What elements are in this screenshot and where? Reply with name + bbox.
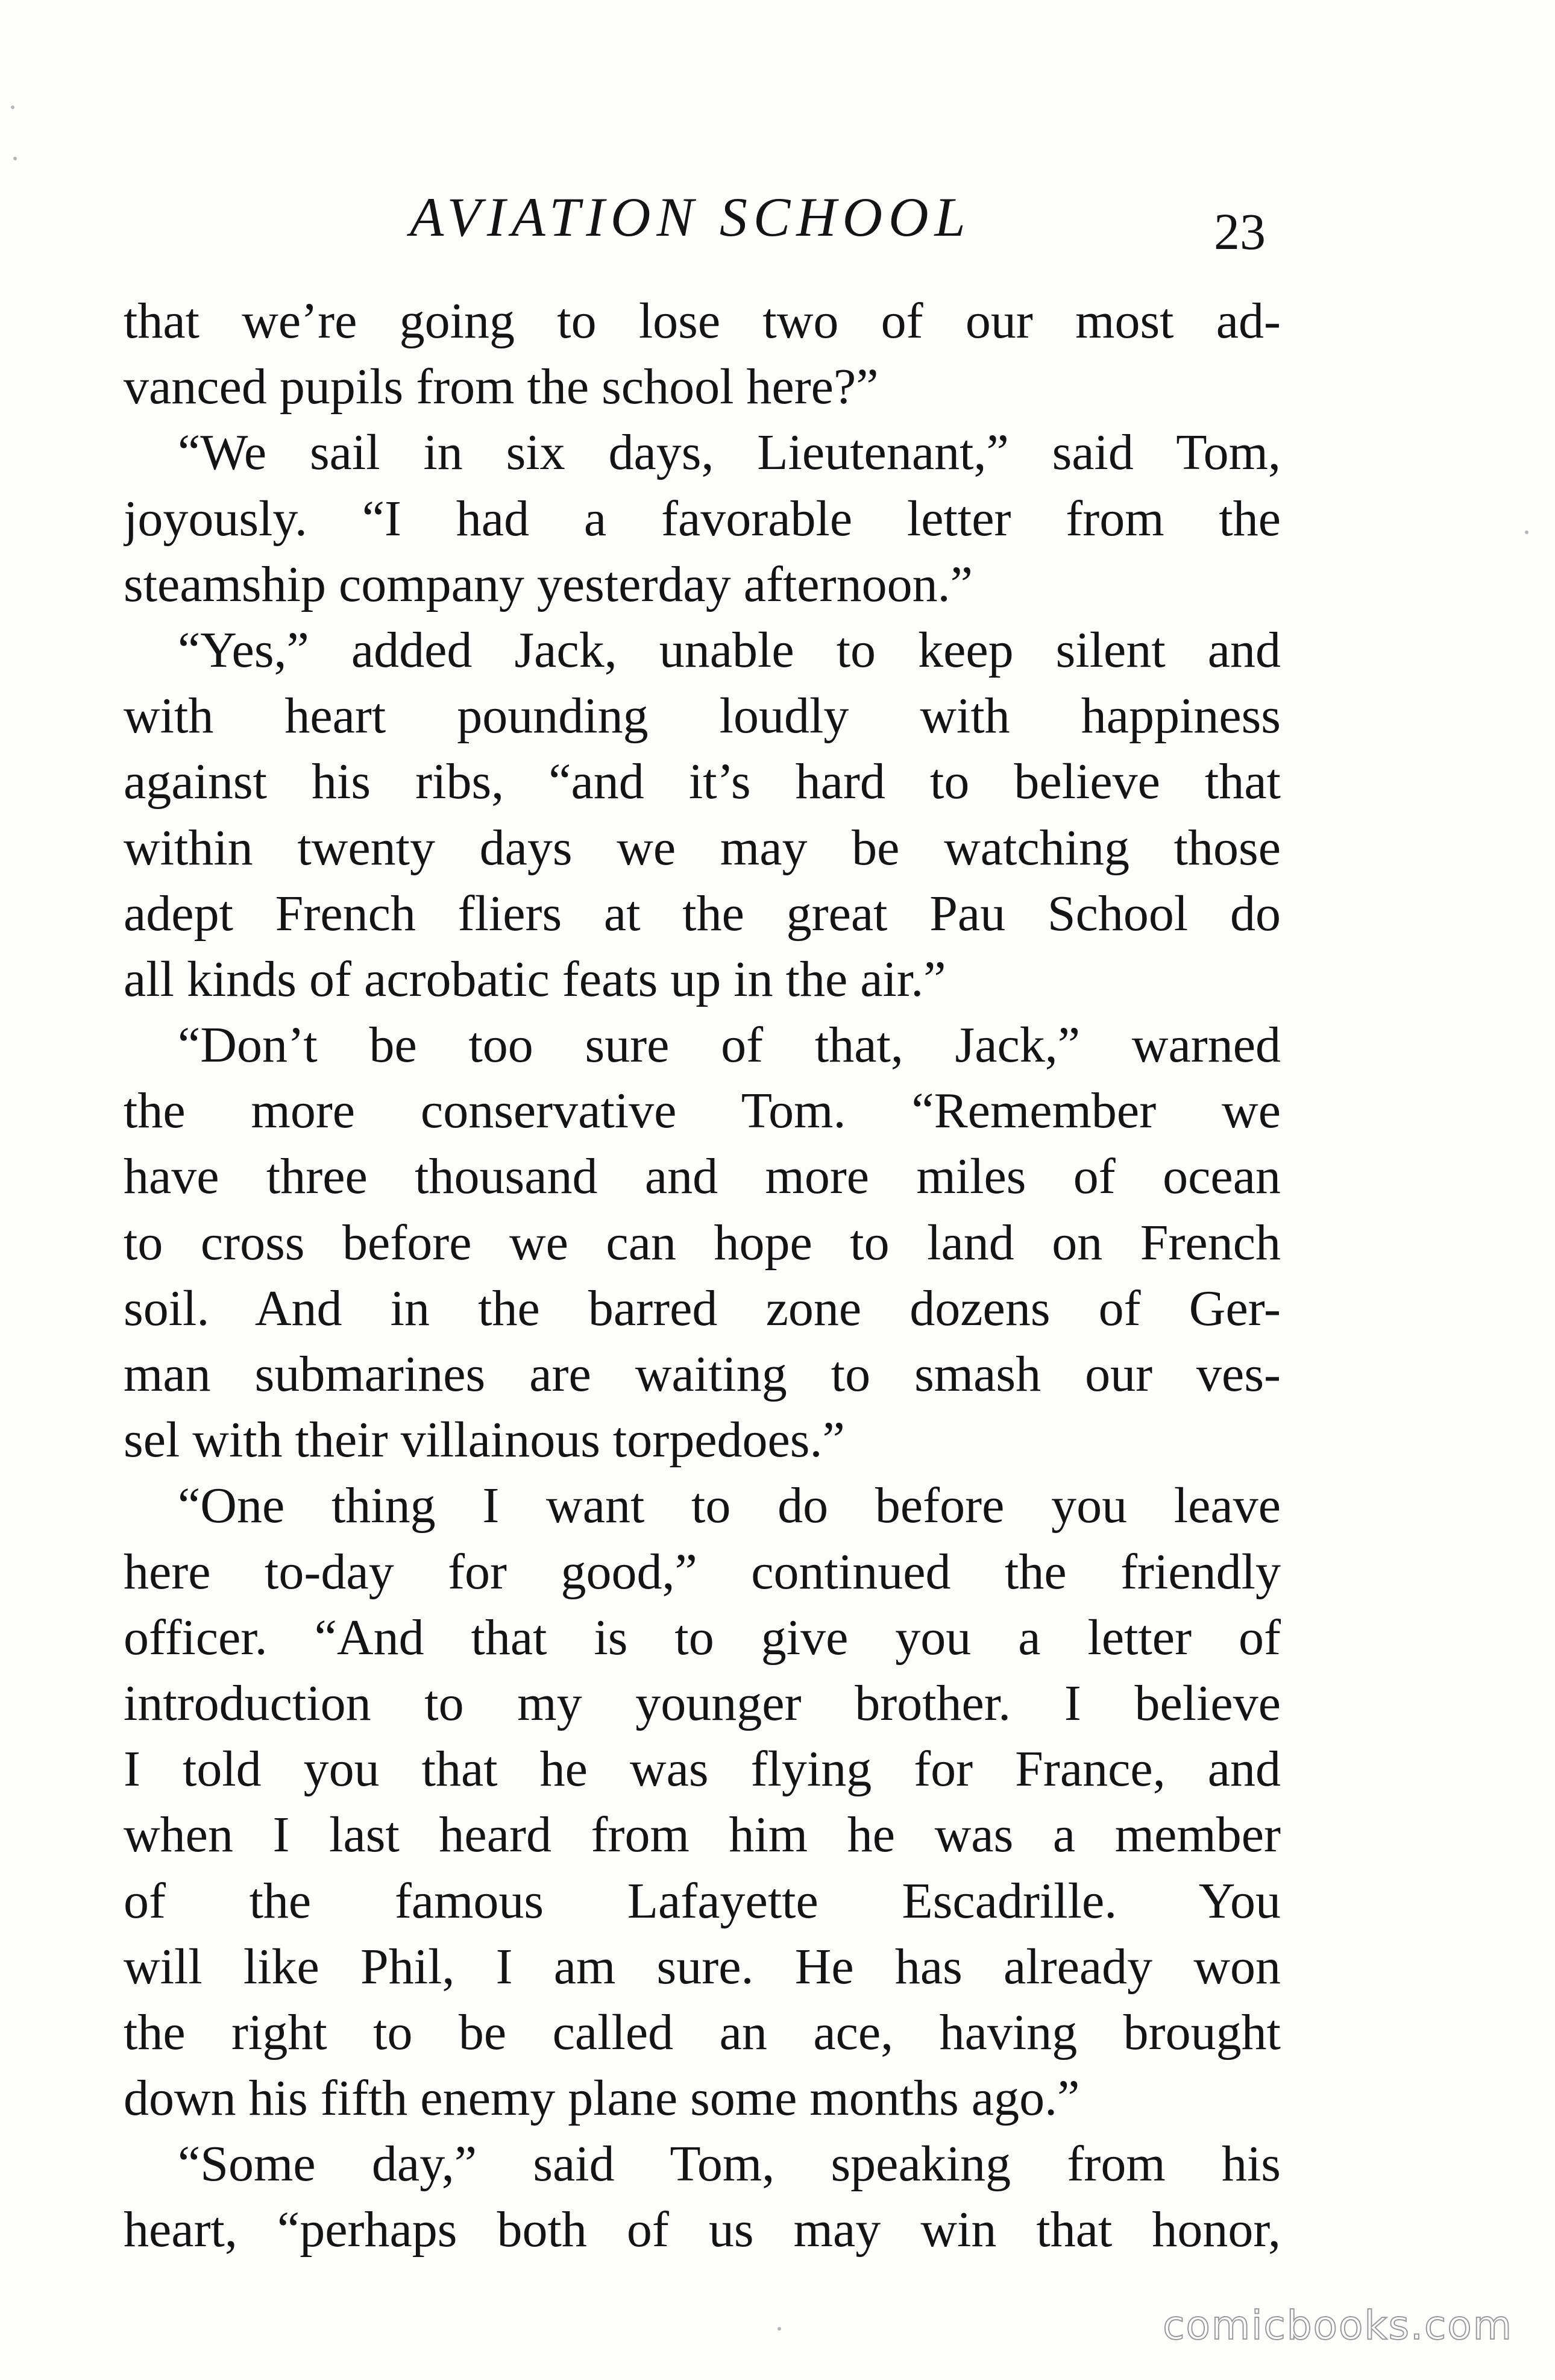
text-line: vanced pupils from the school here?” — [124, 359, 879, 415]
text-line: to cross before we can hope to land on French — [124, 1214, 1281, 1271]
text-line: “Yes,” added Jack, unable to keep silent and — [178, 622, 1281, 678]
text-line: “Some day,” said Tom, speaking from his — [178, 2136, 1281, 2193]
text-line: man submarines are waiting to smash our ves- — [124, 1346, 1281, 1402]
dust-speck — [778, 2327, 781, 2331]
text-line: will like Phil, I am sure. He has already won — [124, 1938, 1281, 1995]
text-line: when I last heard from him he was a member — [124, 1807, 1281, 1863]
text-line: sel with their villainous torpedoes.” — [124, 1412, 845, 1469]
text-line: steamship company yesterday afternoon.” — [124, 556, 973, 612]
text-line: against his ribs, “and it’s hard to believe that — [124, 754, 1281, 810]
text-line: “We sail in six days, Lieutenant,” said Tom, — [178, 424, 1281, 481]
text-line: officer. “And that is to give you a letter of — [124, 1609, 1281, 1666]
text-line: the more conservative Tom. “Remember we — [124, 1083, 1281, 1139]
text-line: “One thing I want to do before you leave — [178, 1478, 1281, 1534]
dust-speck — [11, 105, 14, 109]
text-line: “Don’t be too sure of that, Jack,” warned — [178, 1017, 1281, 1074]
text-line: of the famous Lafayette Escadrille. You — [124, 1872, 1281, 1929]
page-number: 23 — [1214, 203, 1266, 260]
text-line: introduction to my younger brother. I believe — [124, 1675, 1281, 1731]
body-text — [124, 288, 1281, 2263]
text-line: joyously. “I had a favorable letter from the — [124, 490, 1281, 547]
dust-speck — [13, 157, 17, 160]
text-line: that we’re going to lose two of our most ad- — [124, 293, 1281, 349]
text-line: within twenty days we may be watching those — [124, 819, 1281, 876]
text-line: I told you that he was flying for France, and — [124, 1741, 1281, 1798]
text-line: heart, “perhaps both of us may win that honor, — [124, 2202, 1281, 2258]
text-line: soil. And in the barred zone dozens of Ger- — [124, 1280, 1281, 1336]
text-line: all kinds of acrobatic feats up in the air.” — [124, 951, 946, 1007]
text-line: with heart pounding loudly with happiness — [124, 688, 1281, 745]
running-title: AVIATION SCHOOL — [410, 186, 972, 248]
text-line: here to-day for good,” continued the friendly — [124, 1543, 1281, 1600]
text-line: adept French fliers at the great Pau School do — [124, 885, 1281, 942]
text-line: the right to be called an ace, having brought — [124, 2004, 1281, 2060]
text-line: down his fifth enemy plane some months ago.” — [124, 2070, 1080, 2127]
watermark: comicbooks.com — [1163, 2302, 1513, 2349]
running-header — [121, 181, 1302, 265]
text-line: have three thousand and more miles of ocean — [124, 1148, 1281, 1205]
dust-speck — [1525, 530, 1528, 534]
